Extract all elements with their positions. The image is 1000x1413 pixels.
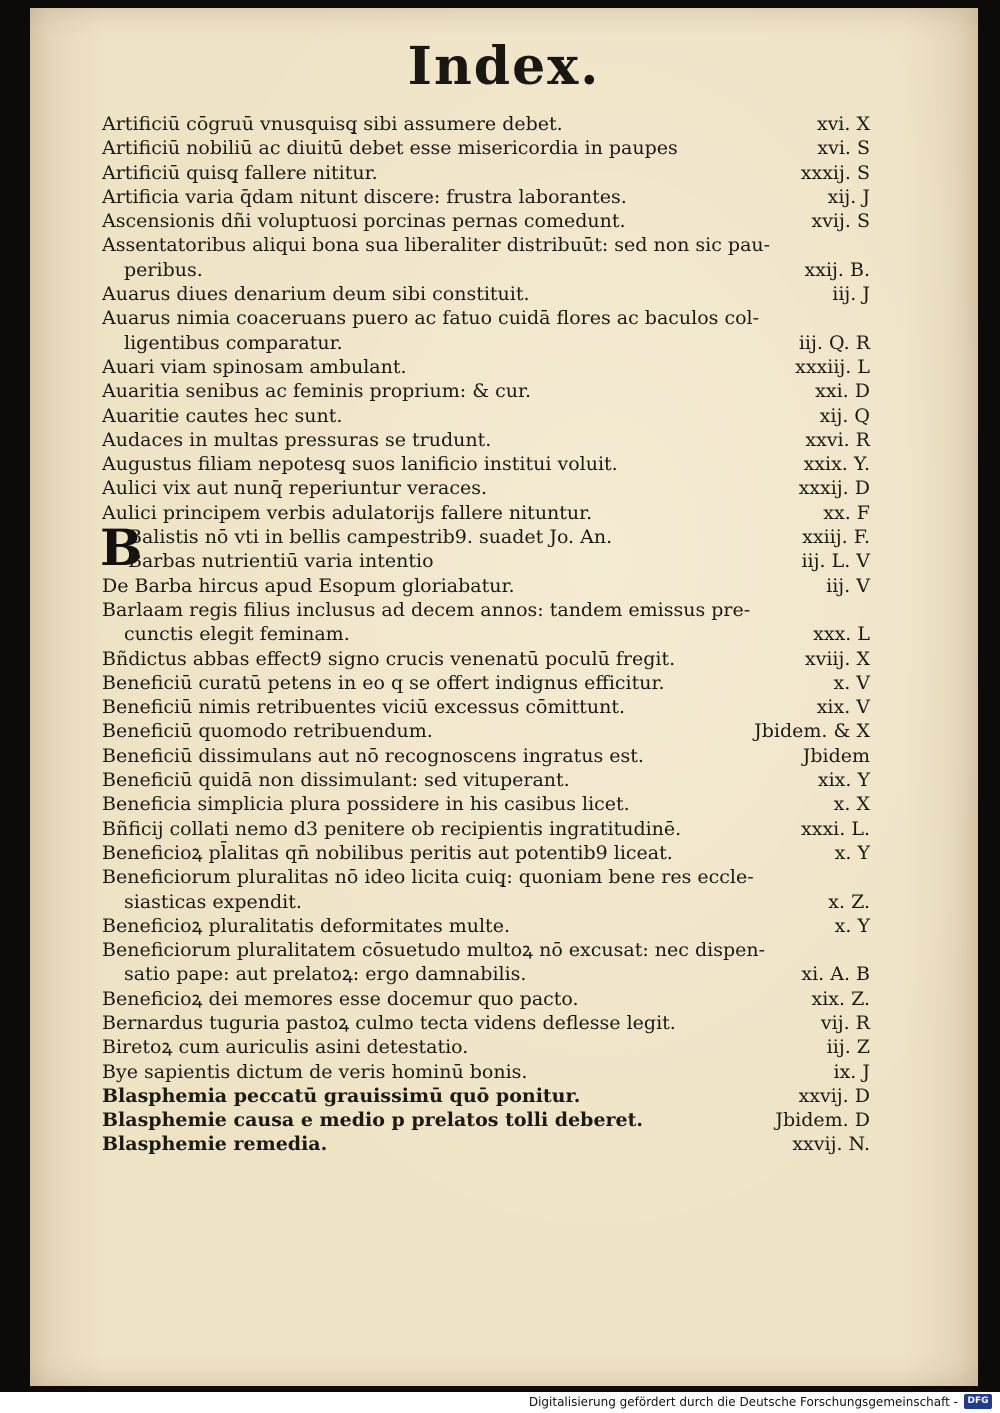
index-entry xyxy=(102,185,870,209)
index-entry xyxy=(102,452,870,476)
entry-reference: xix. V xyxy=(816,696,870,719)
index-entry xyxy=(102,695,870,719)
entry-text: Beneficiū nimis retribuentes viciū excessus cōmittunt. xyxy=(102,696,625,719)
index-entry xyxy=(102,404,870,428)
entry-text: Ascensionis dñi voluptuosi porcinas pernas comedunt. xyxy=(102,210,626,233)
entry-reference: x. Z. xyxy=(828,890,870,913)
entry-text: Beneficioꝝ pl̄alitas qn̄ nobilibus peritis aut potentib9 liceat. xyxy=(102,841,673,864)
entry-reference: xxvij. N. xyxy=(792,1133,870,1156)
index-entry xyxy=(102,817,870,841)
entry-reference: xij. J xyxy=(827,185,870,208)
entry-text-continued: siasticas expendit. xyxy=(124,890,302,913)
index-entry xyxy=(102,1060,870,1084)
entry-reference: xvi. X xyxy=(816,113,870,135)
entry-reference: xxvij. D xyxy=(798,1084,870,1107)
index-entry xyxy=(102,792,870,816)
footer-credit: Digitalisierung gefördert durch die Deutsche Forschungsgemeinschaft - xyxy=(528,1395,958,1409)
entry-reference: xxix. Y. xyxy=(803,453,870,476)
index-entry xyxy=(102,574,870,598)
index-entry xyxy=(102,647,870,671)
index-entry xyxy=(102,476,870,500)
entry-reference: xix. Y xyxy=(817,769,870,792)
entry-reference: xij. Q xyxy=(819,404,870,427)
entry-text: Bñdictus abbas effect9 signo crucis venenatū poculū fregit. xyxy=(102,647,676,670)
entry-text-continued: ligentibus comparatur. xyxy=(124,331,343,354)
entry-reference: iij. Q. R xyxy=(798,331,870,354)
entry-text: Augustus filiam nepotesq̧ suos lanificio institui voluit. xyxy=(102,453,618,476)
entry-text: Aulici principem verbis adulatorijs fallere nituntur. xyxy=(102,501,593,524)
index-entry xyxy=(102,501,870,525)
entry-reference: xviij. X xyxy=(804,647,870,670)
entry-text: Barbas nutrientiū varia intentio xyxy=(128,550,434,573)
index-entry xyxy=(102,598,870,647)
entry-reference: Jbidem. D xyxy=(775,1109,870,1132)
entry-text: Biretoꝝ cum auriculis asini detestatio. xyxy=(102,1036,469,1059)
index-entry xyxy=(102,233,870,282)
index-entry xyxy=(102,914,870,938)
index-entry xyxy=(102,136,870,160)
entry-text: Beneficioꝝ pluralitatis deformitates multe. xyxy=(102,914,510,937)
index-entry xyxy=(102,1035,870,1059)
entry-text: Beneficiorum pluralitas nō ideo licita cuiq̧: quoniam bene res eccle- xyxy=(102,866,754,889)
entry-text: Beneficiū curatū petens in eo q se offert indignus efficitur. xyxy=(102,671,665,694)
entry-text: Audaces in multas pressuras se trudunt. xyxy=(102,428,492,451)
entry-text-continued: cunctis elegit feminam. xyxy=(124,623,350,646)
entry-text: Beneficia simplicia plura possidere in his casibus licet. xyxy=(102,793,630,816)
entry-reference: xxi. D xyxy=(815,380,870,403)
dfg-logo: DFG xyxy=(964,1394,992,1409)
index-entry xyxy=(102,719,870,743)
entry-text: Assentatoribus aliqui bona sua liberaliter distribuūt: sed non sic pau- xyxy=(102,234,771,257)
entry-text-continued: satio pape: aut prelatoꝝ: ergo damnabilis. xyxy=(124,963,527,986)
entry-text: Auarus diues denarium deum sibi constituit. xyxy=(102,283,530,306)
index-entry xyxy=(102,841,870,865)
entry-text: Blasphemie causa e medio p prelatos tolli deberet. xyxy=(102,1109,644,1132)
index-entry xyxy=(102,549,870,573)
entry-reference: Jbidem xyxy=(802,744,870,767)
entry-reference: xxvi. R xyxy=(805,428,870,451)
entry-reference: xxiij. F. xyxy=(802,526,870,549)
entry-text: Beneficioꝝ dei memores esse docemur quo pacto. xyxy=(102,987,579,1010)
entry-text: Beneficiorum pluralitatem cōsuetudo multoꝝ nō excusat: nec dispen- xyxy=(102,939,766,962)
index-entry xyxy=(102,209,870,233)
entry-reference: iij. J xyxy=(832,283,870,306)
index-entry xyxy=(102,671,870,695)
book-page xyxy=(30,8,978,1386)
entry-text: Auaritie cautes hec sunt. xyxy=(102,404,343,427)
index-entry xyxy=(102,744,870,768)
index-entry xyxy=(102,379,870,403)
entry-text: Bernardus tuguria pastoꝝ culmo tecta videns deflesse legit. xyxy=(102,1011,676,1034)
entry-reference: ix. J xyxy=(833,1060,870,1083)
entry-text: De Barba hircus apud Esopum gloriabatur. xyxy=(102,574,515,597)
index-entry xyxy=(102,282,870,306)
entry-reference: xx. F xyxy=(823,501,870,524)
entry-reference: vij. R xyxy=(820,1011,870,1034)
index-entry xyxy=(102,987,870,1011)
entry-text: Beneficiū quomodo retribuendum. xyxy=(102,720,433,743)
entry-text: Artificiū nobiliū ac diuitū debet esse misericordia in paupes xyxy=(102,137,678,160)
index-entry xyxy=(102,428,870,452)
entry-reference: xxxi. L. xyxy=(801,817,870,840)
index-entry xyxy=(102,1084,870,1108)
entry-reference: xxij. B. xyxy=(804,258,870,281)
index-entries xyxy=(100,112,870,1157)
entry-text: Artificiū quisq̧ fallere nititur. xyxy=(102,161,378,184)
entry-reference: xvij. S xyxy=(811,210,870,233)
entry-reference: x. V xyxy=(833,671,870,694)
entry-text: Bñficij collati nemo d3 penitere ob recipientis ingratitudinē. xyxy=(102,817,682,840)
entry-text: Artificiū cōgruū vnusquisq̧ sibi assumere debet. xyxy=(102,113,563,135)
decorated-initial: B xyxy=(100,518,143,578)
entry-reference: Jbidem. & X xyxy=(754,720,870,743)
entry-text-continued: peribus. xyxy=(124,258,203,281)
entry-reference: x. X xyxy=(833,793,870,816)
index-entry xyxy=(102,768,870,792)
entry-text: Blasphemia peccatū grauissimū quō ponitur. xyxy=(102,1084,581,1107)
entry-reference: x. Y xyxy=(834,914,870,937)
index-entry xyxy=(102,1108,870,1132)
entry-text: Blasphemie remedia. xyxy=(102,1133,328,1156)
entry-text: Bye sapientis dictum de veris hominū bonis. xyxy=(102,1060,528,1083)
entry-reference: xix. Z. xyxy=(811,987,870,1010)
entry-reference: iij. L. V xyxy=(801,550,870,573)
index-entry xyxy=(102,865,870,914)
index-entry xyxy=(102,1011,870,1035)
entry-reference: x. Y xyxy=(834,841,870,864)
entry-reference: iij. V xyxy=(826,574,870,597)
index-entry xyxy=(102,306,870,355)
index-entry xyxy=(102,355,870,379)
entry-reference: xxx. L xyxy=(813,623,870,646)
entry-text: Barlaam regis filius inclusus ad decem annos: tandem emissus pre- xyxy=(102,598,751,621)
entry-reference: xxxij. D xyxy=(798,477,870,500)
entry-text: Artificia varia q̄dam nitunt discere: frustra laborantes. xyxy=(102,185,627,208)
page-title: Index. xyxy=(407,36,601,97)
index-entry xyxy=(102,161,870,185)
entry-reference: xxxij. S xyxy=(800,161,870,184)
entry-text: Beneficiū dissimulans aut nō recognoscens ingratus est. xyxy=(102,744,644,767)
entry-text: Beneficiū quidā non dissimulant: sed vituperant. xyxy=(102,769,570,792)
entry-reference: iij. Z xyxy=(826,1036,870,1059)
entry-reference: xxxiij. L xyxy=(795,355,870,378)
entry-reference: xvi. S xyxy=(817,137,870,160)
entry-text: Balistis nō vti in bellis campestrib9. suadet Jo. An. xyxy=(128,526,613,549)
index-entry xyxy=(102,112,870,136)
entry-reference: xi. A. B xyxy=(801,963,870,986)
entry-text: Auaritia senibus ac feminis proprium: & cur. xyxy=(102,380,532,403)
entry-text: Auari viam spinosam ambulant. xyxy=(102,355,407,378)
index-entry xyxy=(102,1132,870,1156)
index-entry xyxy=(102,938,870,987)
entry-text: Auarus nimia coaceruans puero ac fatuo cuidā flores ac baculos col- xyxy=(102,307,760,330)
entry-text: Aulici vix aut nunq̄ reperiuntur veraces. xyxy=(102,477,488,500)
